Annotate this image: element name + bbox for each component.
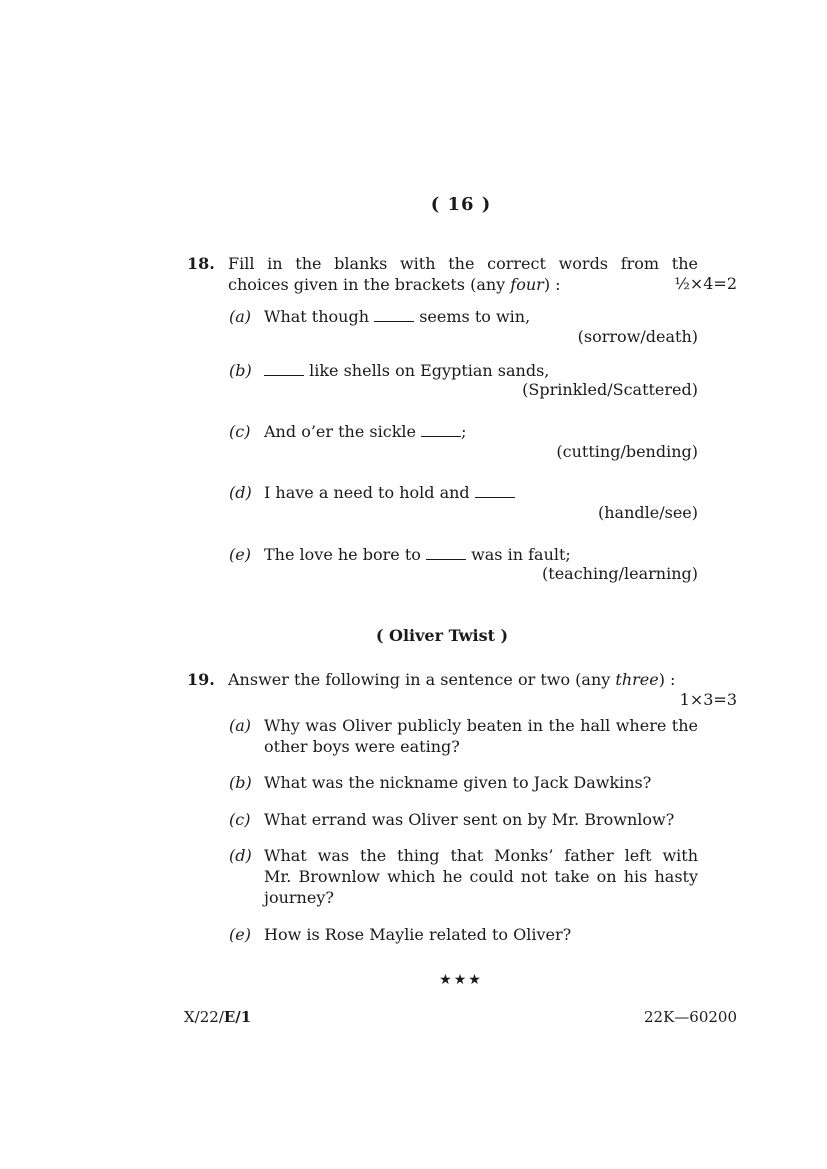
blank-line xyxy=(421,424,461,437)
q19-item-b-label: (b) xyxy=(229,773,252,792)
q18-item-a-post: seems to win, xyxy=(419,307,531,326)
question-19-text-pre: Answer the following in a sentence or two (any xyxy=(228,670,616,689)
blank-line xyxy=(475,485,515,498)
end-stars: ★★★ xyxy=(439,972,483,988)
q19-item-a-line1: Why was Oliver publicly beaten in the hall where the xyxy=(264,716,698,735)
q19-item-c-text: What errand was Oliver sent on by Mr. Brownlow? xyxy=(264,810,675,829)
question-18-line2-post: ) : xyxy=(543,275,561,294)
blank-line xyxy=(374,309,414,322)
q18-item-e-label: (e) xyxy=(229,545,251,564)
question-18-number: 18. xyxy=(187,254,215,273)
q19-item-d-line2: Mr. Brownlow which he could not take on his hasty xyxy=(264,867,698,886)
question-19-text-post: ) : xyxy=(658,670,676,689)
section-title: ( Oliver Twist ) xyxy=(375,626,509,645)
footer-code-bold: E/1 xyxy=(223,1008,252,1026)
q19-item-a-line2: other boys were eating? xyxy=(264,737,460,756)
q18-item-c-pre: And o’er the sickle xyxy=(264,422,416,441)
question-18-line1: Fill in the blanks with the correct words from the xyxy=(228,254,698,273)
q18-item-b-choice: (Sprinkled/Scattered) xyxy=(522,380,698,399)
question-18-text xyxy=(228,253,698,295)
q18-item-b-text xyxy=(264,360,549,381)
q18-item-d-pre: I have a need to hold and xyxy=(264,483,470,502)
page-number: ( 16 ) xyxy=(430,194,492,215)
q19-item-e-label: (e) xyxy=(229,925,251,944)
q18-item-d-label: (d) xyxy=(229,483,252,502)
question-18-line2-pre: choices given in the brackets (any xyxy=(228,275,511,294)
q19-item-d-text xyxy=(264,845,698,908)
q19-item-e-text: How is Rose Maylie related to Oliver? xyxy=(264,925,572,944)
q19-item-b-text: What was the nickname given to Jack Dawkins? xyxy=(264,773,652,792)
q19-item-a-label: (a) xyxy=(229,716,252,735)
q18-item-e-text xyxy=(264,544,571,565)
blank-line xyxy=(426,547,466,560)
q18-item-c-post: ; xyxy=(461,422,467,441)
q18-item-d-choice: (handle/see) xyxy=(598,503,698,522)
question-19-marks: 1×3=3 xyxy=(679,690,737,709)
q19-item-a-text xyxy=(264,715,698,757)
footer-code-plain: X/22/ xyxy=(184,1008,224,1026)
footer-code xyxy=(184,1008,251,1026)
q18-item-e-post: was in fault; xyxy=(471,545,571,564)
q19-item-c-label: (c) xyxy=(229,810,251,829)
question-19-number: 19. xyxy=(187,670,215,689)
q18-item-e-choice: (teaching/learning) xyxy=(542,564,698,583)
q18-item-d-text xyxy=(264,482,515,503)
q18-item-c-label: (c) xyxy=(229,422,251,441)
q18-item-b-label: (b) xyxy=(229,361,252,380)
q18-item-c-choice: (cutting/bending) xyxy=(556,442,698,461)
q19-item-d-line3: journey? xyxy=(264,888,334,907)
q18-item-e-pre: The love he bore to xyxy=(264,545,421,564)
footer-serial: 22K—60200 xyxy=(643,1008,737,1026)
question-19-text xyxy=(228,669,698,690)
q18-item-c-text xyxy=(264,421,466,442)
question-18-line2-emphasis: four xyxy=(510,275,544,294)
q18-item-a-pre: What though xyxy=(264,307,370,326)
q19-item-d-label: (d) xyxy=(229,846,252,865)
q18-item-a-choice: (sorrow/death) xyxy=(577,327,698,346)
q18-item-a-text xyxy=(264,306,530,327)
question-18-marks: ½×4=2 xyxy=(674,274,737,293)
blank-line xyxy=(264,363,304,376)
q19-item-d-line1: What was the thing that Monks’ father left with xyxy=(264,846,698,865)
question-19-text-emphasis: three xyxy=(615,670,659,689)
q18-item-a-label: (a) xyxy=(229,307,252,326)
question-18-line2 xyxy=(228,274,698,295)
q18-item-b-post: like shells on Egyptian sands, xyxy=(309,361,550,380)
